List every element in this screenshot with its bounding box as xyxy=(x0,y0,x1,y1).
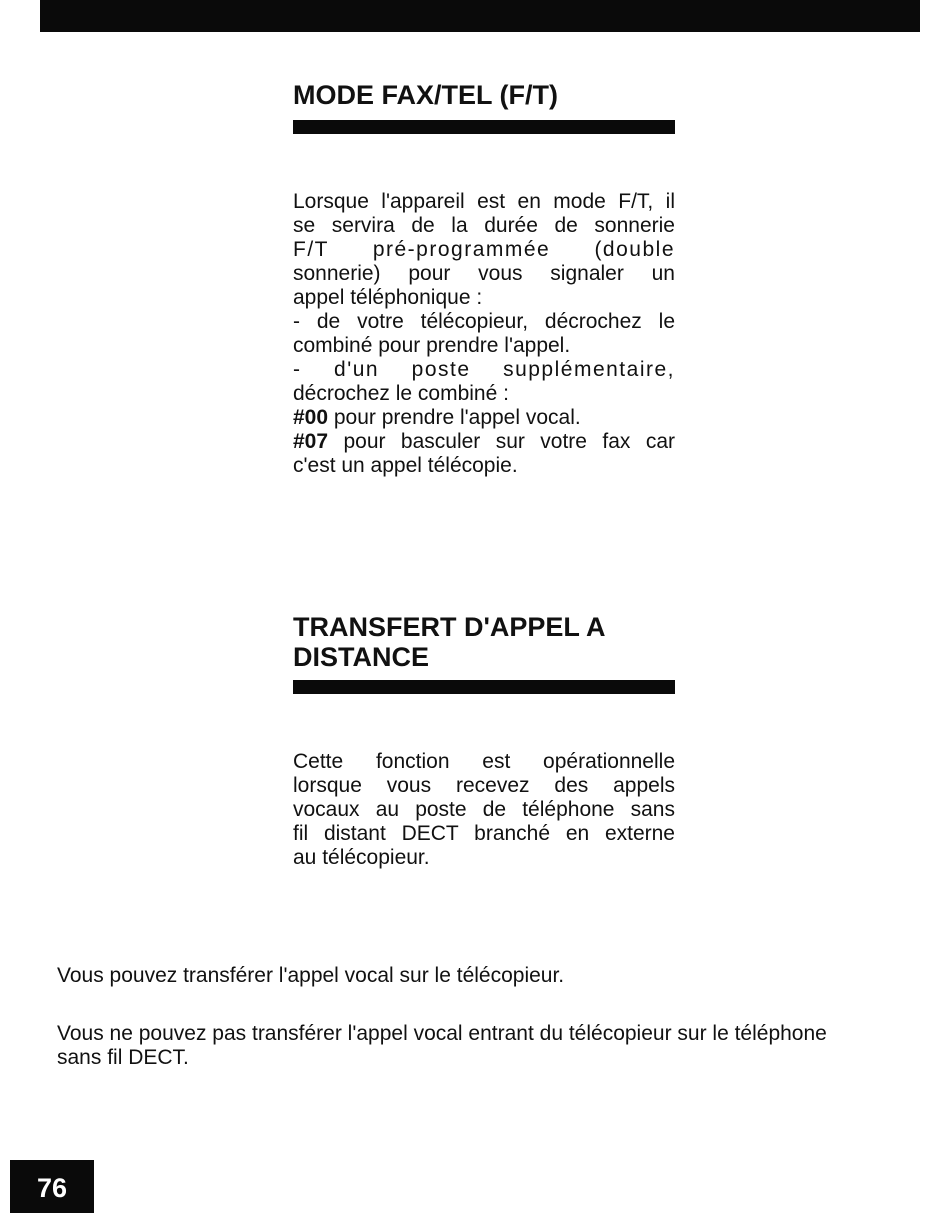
body-line: se servira de la durée de sonnerie xyxy=(293,214,675,237)
note-transfer-not-allowed xyxy=(57,1022,917,1070)
section-title-remote-transfer xyxy=(293,612,675,672)
body-line: lorsque vous recevez des appels xyxy=(293,774,675,797)
body-line: appel téléphonique : xyxy=(293,286,483,309)
section-fax-tel-mode xyxy=(293,80,675,134)
body-line: combiné pour prendre l'appel. xyxy=(293,334,571,357)
section-remote-transfer xyxy=(293,612,675,694)
section-title-rule xyxy=(293,120,675,134)
note2-line-1: Vous ne pouvez pas transférer l'appel vocal entrant du télécopieur sur le téléphone xyxy=(57,1022,827,1045)
body-line: Cette fonction est opérationnelle xyxy=(293,750,675,773)
section-title-fax-tel: MODE FAX/TEL (F/T) xyxy=(293,80,558,110)
fax-tel-body xyxy=(293,190,675,478)
code-line-00 xyxy=(293,406,675,430)
body-line: Lorsque l'appareil est en mode F/T, il xyxy=(293,190,675,213)
body-line: sonnerie) pour vous signaler un xyxy=(293,262,675,285)
body-line: - de votre télécopieur, décrochez le xyxy=(293,310,675,333)
body-line: F/T pré-programmée (double xyxy=(293,238,675,261)
title-line-1: TRANSFERT D'APPEL A xyxy=(293,612,606,642)
note-transfer-allowed: Vous pouvez transférer l'appel vocal sur le télécopieur. xyxy=(57,964,565,987)
page-number: 76 xyxy=(10,1160,94,1213)
remote-transfer-body xyxy=(293,750,675,870)
title-line-2: DISTANCE xyxy=(293,642,430,672)
body-line: fil distant DECT branché en externe xyxy=(293,822,675,845)
body-line: décrochez le combiné : xyxy=(293,382,509,405)
body-line: vocaux au poste de téléphone sans xyxy=(293,798,675,821)
note2-line-2: sans fil DECT. xyxy=(57,1046,189,1069)
body-line: au télécopieur. xyxy=(293,846,430,869)
body-line: - d'un poste supplémentaire, xyxy=(293,358,675,381)
code-00-text: pour prendre l'appel vocal. xyxy=(328,406,581,429)
code-07: #07 xyxy=(293,430,329,453)
code-line-07 xyxy=(293,430,675,454)
top-header-bar xyxy=(40,0,920,32)
body-line: c'est un appel télécopie. xyxy=(293,454,518,477)
section-title-rule xyxy=(293,680,675,694)
code-07-text: pour basculer sur votre fax car xyxy=(328,430,675,453)
code-00: #00 xyxy=(293,406,329,429)
